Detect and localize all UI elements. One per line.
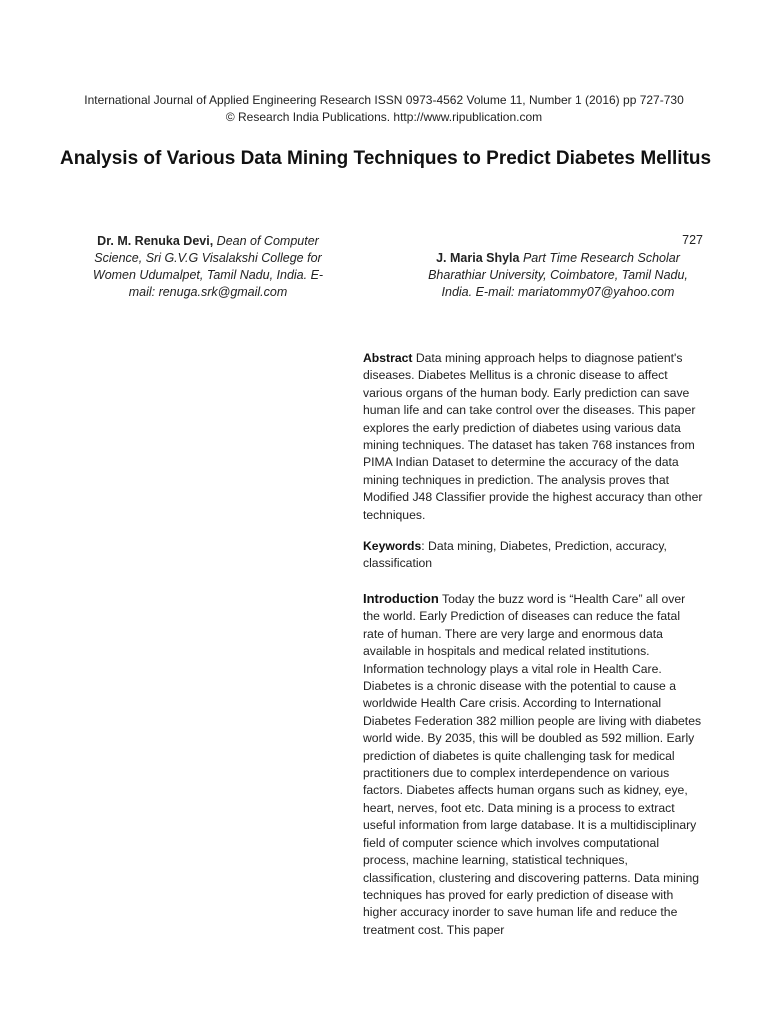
page-number: 727 [682,233,703,247]
abstract-section [363,350,703,524]
paper-title: Analysis of Various Data Mining Techniques to Predict Diabetes Mellitus [60,148,712,169]
author-affiliation: Part Time Research Scholar Bharathiar University, Coimbatore, Tamil Nadu, India. E-mail: mariatommy07@yahoo.com [428,251,688,299]
introduction-text: Today the buzz word is “Health Care” all over the world. Early Prediction of diseases can reduce the fatal rate of human. There are very large and enormous data available in hospitals and medical related institutions. Information technology plays a vital role in Health Care. Diabetes is a chronic disease with the potential to cause a worldwide Health Care crisis. According to International Diabetes Federation 382 million people are living with diabetes world wide. By 2035, this will be doubled as 592 million. Early prediction of diabetes is quite challenging task for medical practitioners due to complex interdependence on various factors. Diabetes affects human organs such as kidney, eye, heart, nerves, foot etc. Data mining is a process to extract useful information from large database. It is a multidisciplinary field of computer science which involves computational process, machine learning, statistical techniques, classification, clustering and discovering patterns. Data mining techniques has proved for early prediction of disease with higher accuracy inorder to save human life and reduce the treatment cost. This paper [363,592,702,937]
author-name: J. Maria Shyla [436,251,520,265]
journal-citation: International Journal of Applied Engineering Research ISSN 0973-4562 Volume 11, Number 1 (2016) pp 727-730 © Research India Publications. http://www.ripublication.com [84,93,684,124]
author-name: Dr. M. Renuka Devi, [97,234,214,248]
keywords-section [363,538,703,573]
keywords-text: : Data mining, Diabetes, Prediction, accuracy, classification [363,539,667,571]
keywords-heading: Keywords [363,539,422,553]
author-affiliation: Dean of Computer Science, Sri G.V.G Visalakshi College for Women Udumalpet, Tamil Nadu, India. E-mail: renuga.srk@gmail.com [92,234,324,299]
abstract-text: Data mining approach helps to diagnose patient's diseases. Diabetes Mellitus is a chronic disease to affect various organs of the human body. Early prediction can save human life and can take control over the diseases. This paper explores the early prediction of diabetes using various data mining techniques. The dataset has taken 768 instances from PIMA Indian Dataset to determine the accuracy of the data mining techniques in prediction. The analysis proves that Modified J48 Classifier provide the highest accuracy than other techniques. [363,351,703,522]
journal-header [80,92,688,126]
author-block-1 [88,233,328,301]
introduction-section [363,590,703,939]
abstract-heading: Abstract [363,351,413,365]
introduction-heading: Introduction [363,591,439,606]
author-block-2 [428,250,688,301]
